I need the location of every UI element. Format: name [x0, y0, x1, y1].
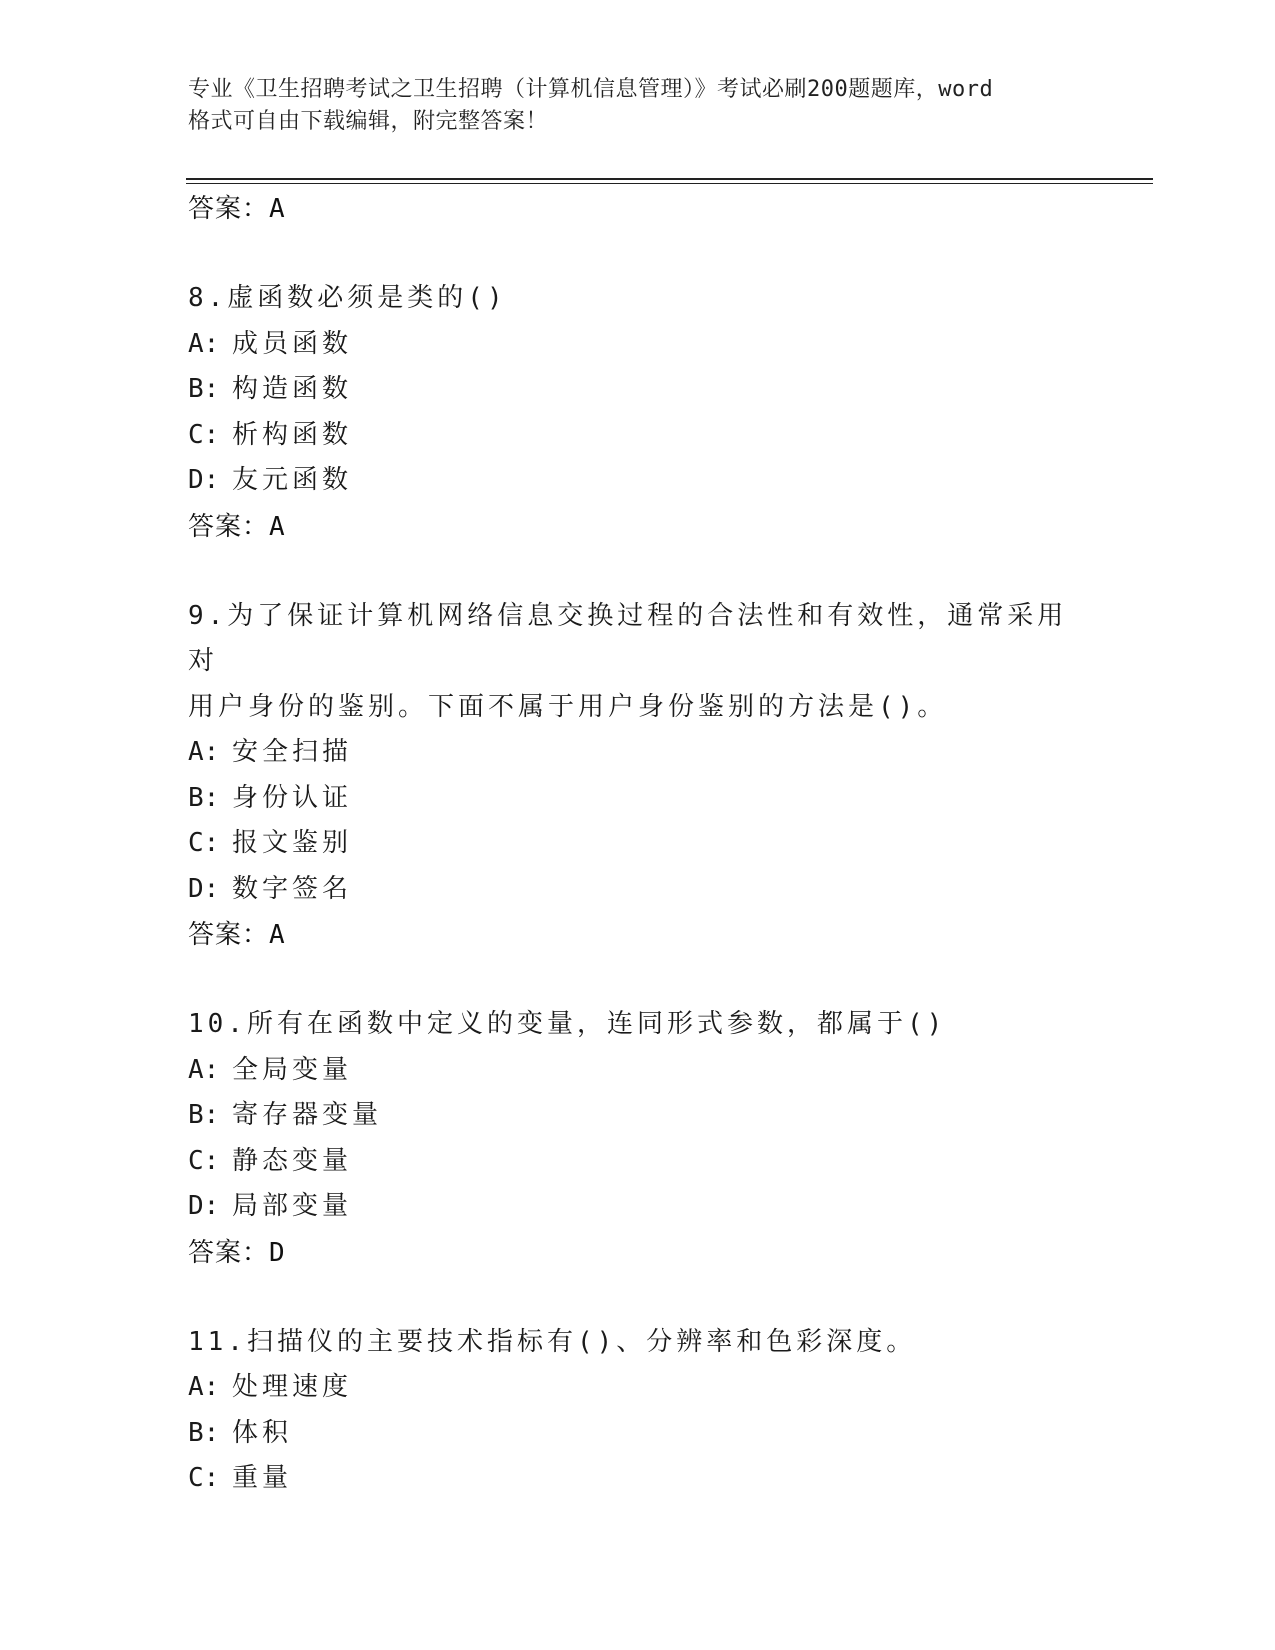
option-key: C:	[188, 828, 220, 858]
question-10-option-d	[188, 1184, 1088, 1230]
question-11-text: 11.扫描仪的主要技术指标有()、分辨率和色彩深度。	[188, 1326, 917, 1357]
question-9-text-line-1: 9.为了保证计算机网络信息交换过程的合法性和有效性，通常采用对	[188, 600, 1068, 676]
option-key: B:	[188, 1100, 220, 1130]
option-text: 静态变量	[232, 1145, 353, 1176]
option-key: B:	[188, 782, 220, 813]
option-text: 数字签名	[232, 873, 353, 904]
question-11-option-c	[188, 1456, 1088, 1502]
header-rule-thin	[186, 183, 1153, 184]
option-key: A:	[188, 328, 220, 359]
option-text: 局部变量	[232, 1191, 353, 1221]
question-10-option-c	[188, 1139, 1088, 1185]
option-key: C:	[188, 1145, 220, 1176]
question-9-text-line-2: 用户身份的鉴别。下面不属于用户身份鉴别的方法是()。	[188, 691, 948, 722]
question-9-option-a	[188, 730, 1088, 776]
option-text: 体积	[232, 1417, 293, 1448]
document-header	[188, 74, 1088, 138]
question-10-option-b	[188, 1093, 1088, 1139]
header-rule-thick	[186, 178, 1153, 180]
question-8-text: 8.虚函数必须是类的()	[188, 283, 507, 313]
question-8-option-a	[188, 322, 1088, 368]
question-9-option-b	[188, 776, 1088, 822]
option-text: 寄存器变量	[232, 1100, 383, 1130]
question-11	[188, 1320, 1088, 1502]
question-list	[188, 186, 1088, 1502]
option-key: C:	[188, 1463, 220, 1493]
option-text: 全局变量	[232, 1054, 353, 1085]
option-key: D:	[188, 1191, 220, 1221]
question-8-option-b	[188, 367, 1088, 413]
option-text: 友元函数	[232, 465, 353, 495]
question-8-answer: 答案：A	[188, 511, 286, 542]
question-10-answer: 答案：D	[188, 1237, 286, 1268]
option-text: 身份认证	[232, 782, 353, 813]
header-line-2: 格式可自由下载编辑，附完整答案！	[188, 109, 549, 134]
question-8	[188, 276, 1088, 550]
header-line-1: 专业《卫生招聘考试之卫生招聘（计算机信息管理）》考试必刷200题题库，word	[188, 77, 994, 102]
question-8-option-d	[188, 458, 1088, 504]
option-key: D:	[188, 465, 220, 495]
option-key: A:	[188, 737, 220, 767]
option-key: B:	[188, 1417, 220, 1448]
option-key: B:	[188, 374, 220, 404]
question-11-option-a	[188, 1365, 1088, 1411]
option-key: C:	[188, 419, 220, 450]
question-9	[188, 594, 1088, 959]
option-text: 成员函数	[232, 328, 353, 359]
option-text: 报文鉴别	[232, 828, 353, 858]
question-9-option-d	[188, 867, 1088, 913]
option-key: A:	[188, 1054, 220, 1085]
question-8-option-c	[188, 413, 1088, 459]
previous-answer: 答案：A	[188, 194, 286, 224]
option-key: D:	[188, 873, 220, 904]
question-9-option-c	[188, 821, 1088, 867]
option-key: A:	[188, 1372, 220, 1402]
question-10-text: 10.所有在函数中定义的变量，连同形式参数，都属于()	[188, 1009, 947, 1039]
option-text: 构造函数	[232, 374, 353, 404]
question-11-option-b	[188, 1411, 1088, 1457]
question-10-option-a	[188, 1048, 1088, 1094]
option-text: 析构函数	[232, 419, 353, 450]
question-9-answer: 答案：A	[188, 920, 286, 950]
question-10	[188, 1002, 1088, 1276]
option-text: 处理速度	[232, 1372, 353, 1402]
option-text: 安全扫描	[232, 737, 353, 767]
option-text: 重量	[232, 1463, 293, 1493]
